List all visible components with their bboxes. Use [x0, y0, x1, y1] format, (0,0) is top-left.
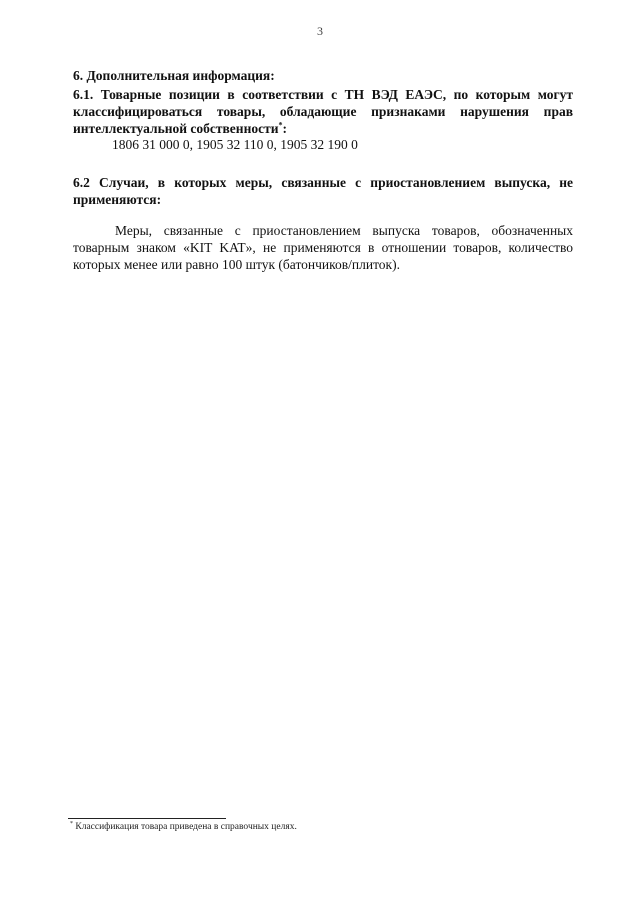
footnote	[70, 822, 297, 832]
section-heading: 6. Дополнительная информация:	[73, 68, 275, 83]
subsection-6-1-heading: 6.1. Товарные позиции в соответствии с ТН ВЭД ЕАЭС, по которым могут классифицироваться товары, обладающие признаками нарушения прав интеллектуальной собственности	[73, 87, 573, 136]
subsection-6-1-colon: :	[282, 121, 287, 136]
commodity-codes: 1806 31 000 0, 1905 32 110 0, 1905 32 190 0	[112, 137, 358, 152]
footnote-divider	[68, 818, 226, 819]
footnote-text: Классификация товара приведена в справочных целях.	[75, 822, 297, 832]
page-number: 3	[317, 24, 323, 38]
subsection-6-1	[73, 86, 573, 137]
footnote-mark: *	[70, 820, 73, 827]
subsection-6-2-heading: 6.2 Случаи, в которых меры, связанные с приостановлением выпуска, не применяются:	[73, 175, 573, 207]
footnote-reference: *	[278, 120, 283, 130]
subsection-6-2-body: Меры, связанные с приостановлением выпуска товаров, обозначенных товарным знаком «KIT KAT», не применяются в отношении товаров, количество которых менее или равно 100 штук (батончиков/плиток).	[73, 223, 573, 272]
